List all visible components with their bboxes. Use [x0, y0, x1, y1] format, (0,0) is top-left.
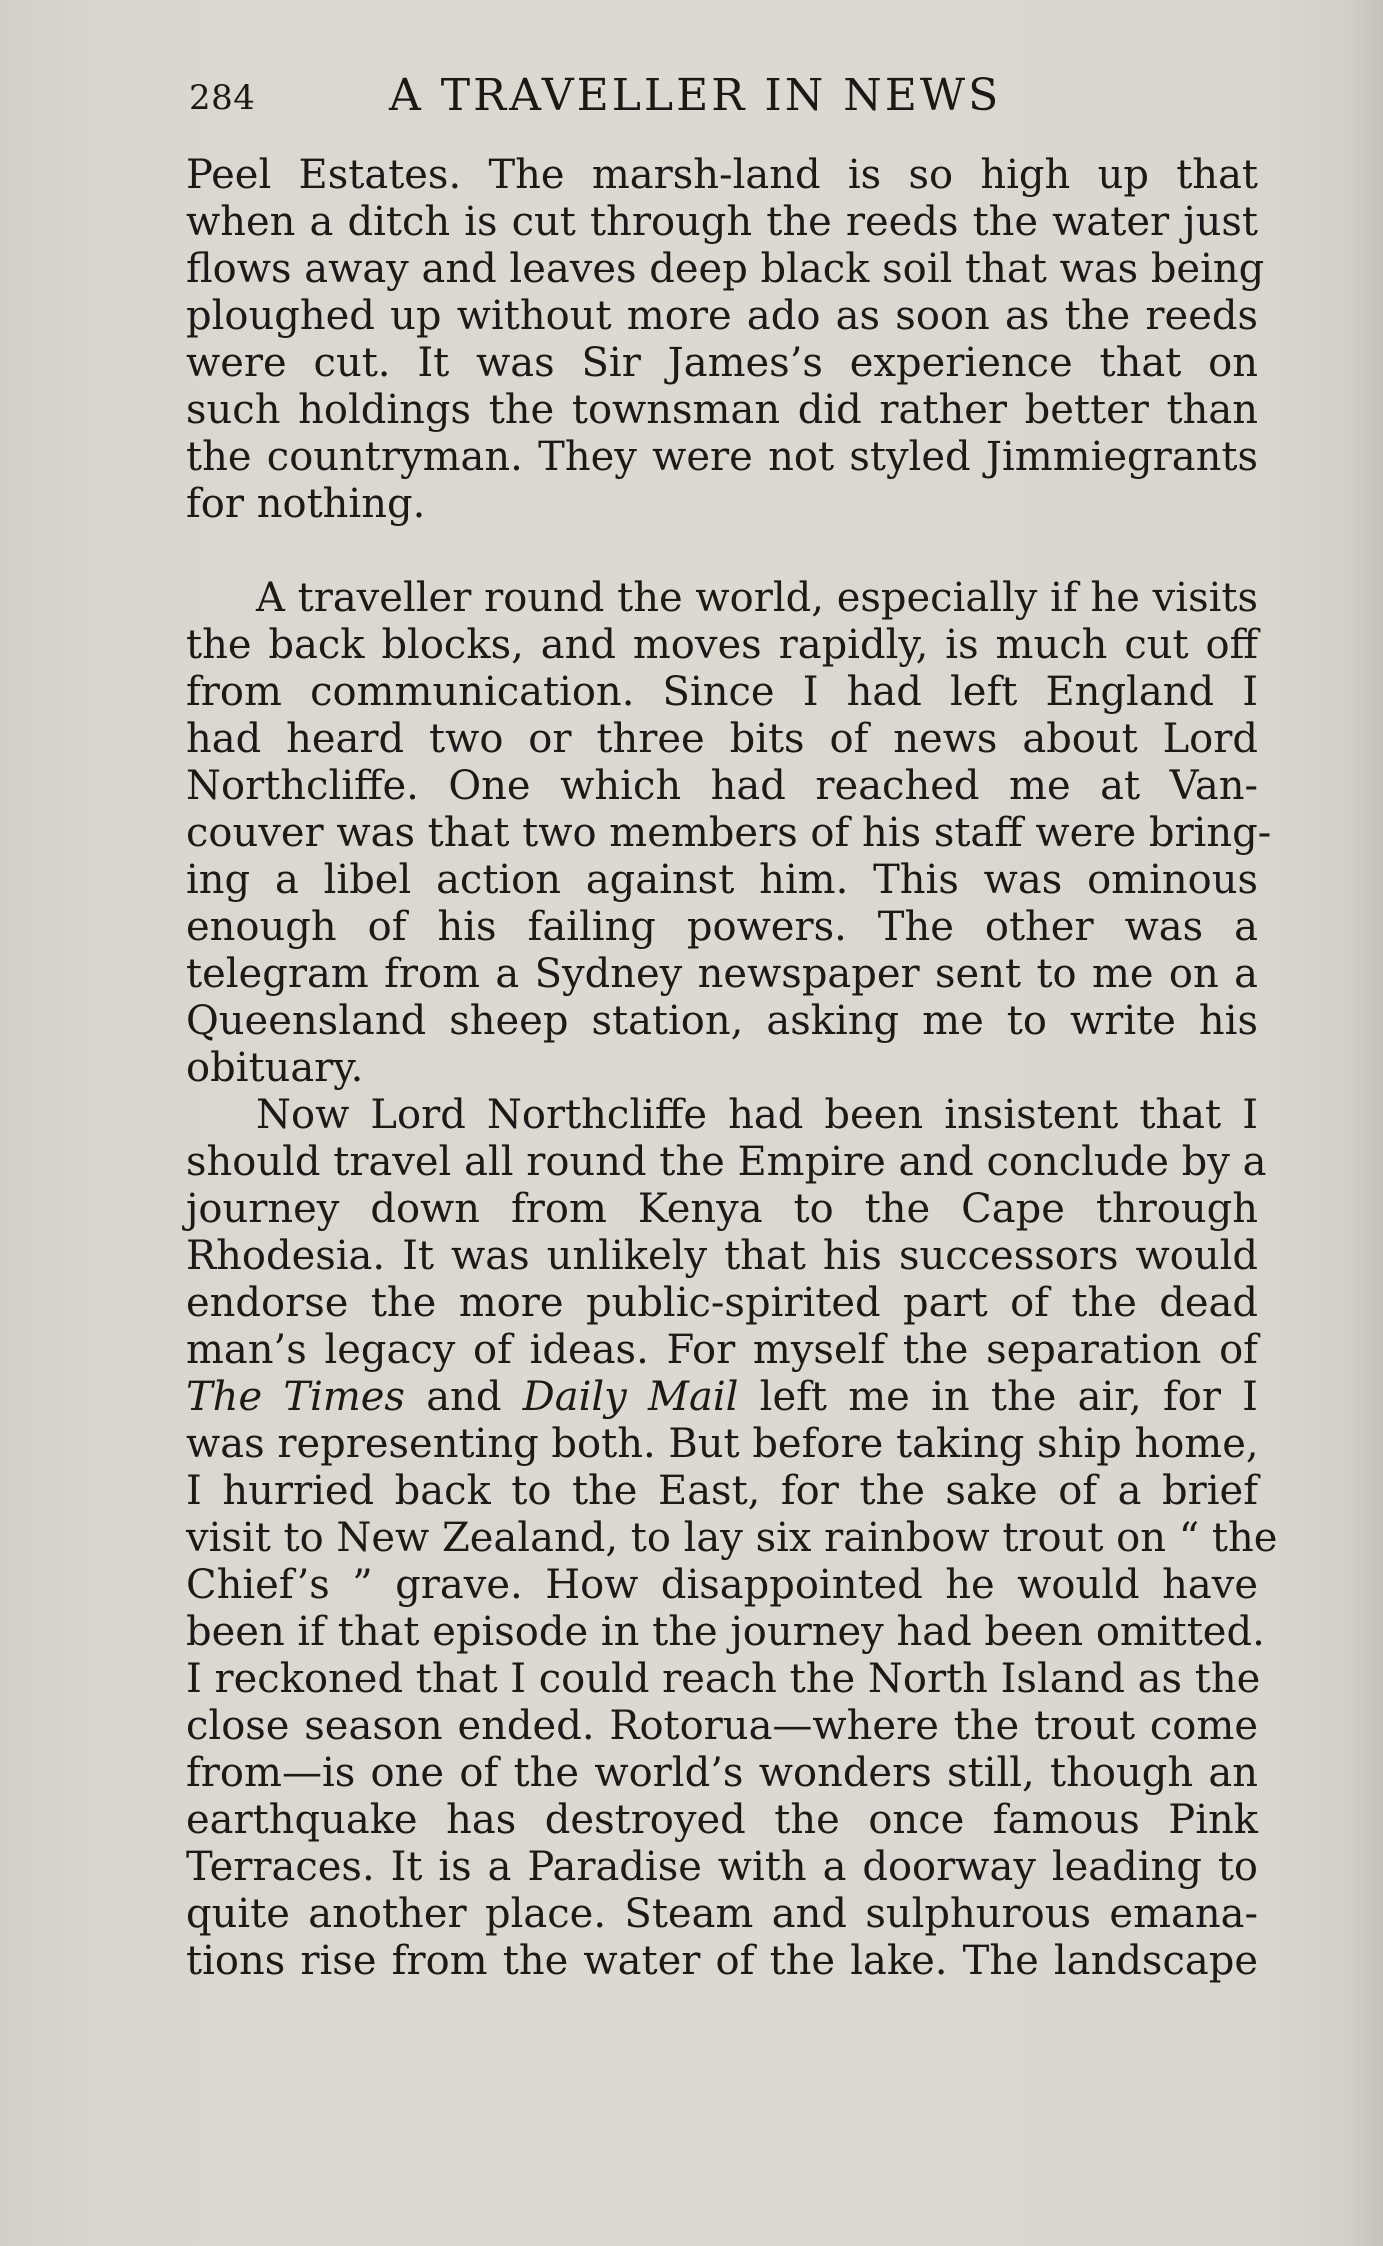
- text-line: the back blocks, and moves rapidly, is much cut off: [186, 622, 1258, 668]
- paragraph-2: [186, 575, 1272, 1092]
- text-line: journey down from Kenya to the Cape through: [186, 1186, 1258, 1232]
- text-line: I reckoned that I could reach the North Island as the: [186, 1656, 1261, 1702]
- paragraph-1: [186, 152, 1265, 528]
- italic-title-daily-mail: Daily Mail: [522, 1374, 739, 1420]
- text-line: close season ended. Rotorua—where the trout come: [186, 1703, 1258, 1749]
- body-text: [186, 152, 1278, 1985]
- italic-title-times: The Times: [186, 1374, 405, 1420]
- text-line: earthquake has destroyed the once famous Pink: [186, 1797, 1258, 1843]
- text-line: when a ditch is cut through the reeds the water just: [186, 199, 1258, 245]
- text-line: ing a libel action against him. This was ominous: [186, 857, 1258, 903]
- text-line: Chief’s ” grave. How disappointed he would have: [186, 1562, 1258, 1608]
- text-line: couver was that two members of his staff were bring-: [186, 810, 1272, 856]
- text-line: Northcliffe. One which had reached me at Van-: [186, 763, 1258, 809]
- text-line: endorse the more public-spirited part of the dead: [186, 1280, 1258, 1326]
- text-line: were cut. It was Sir James’s experience that on: [186, 340, 1258, 386]
- page-header: [189, 64, 1261, 124]
- text-line: the countryman. They were not styled Jimmiegrants: [186, 434, 1258, 480]
- text-line: was representing both. But before taking ship home,: [186, 1421, 1259, 1467]
- text-line: obituary.: [186, 1045, 364, 1091]
- text-line: telegram from a Sydney newspaper sent to me on a: [186, 951, 1258, 997]
- text-line: from—is one of the world’s wonders still, though an: [186, 1750, 1258, 1796]
- text-line: man’s legacy of ideas. For myself the separation of: [186, 1327, 1258, 1373]
- page-edge-shadow: [1343, 0, 1383, 2246]
- text-line: should travel all round the Empire and conclude by a: [186, 1139, 1267, 1185]
- text-line: enough of his failing powers. The other was a: [186, 904, 1258, 950]
- text-line: for nothing.: [186, 481, 426, 527]
- page-number: 284: [189, 78, 256, 118]
- text-line: flows away and leaves deep black soil that was being: [186, 246, 1265, 292]
- running-title: A TRAVELLER IN NEWS: [389, 70, 1002, 121]
- text-line: Queensland sheep station, asking me to write his: [186, 998, 1258, 1044]
- text-line: from communication. Since I had left England I: [186, 669, 1258, 715]
- text-line: Peel Estates. The marsh-land is so high up that: [186, 152, 1258, 198]
- text-line: visit to New Zealand, to lay six rainbow trout on “ the: [186, 1515, 1278, 1561]
- paragraph-3: [186, 1092, 1278, 1985]
- text-line: Rhodesia. It was unlikely that his successors would: [186, 1233, 1258, 1279]
- text-line: quite another place. Steam and sulphurous emana-: [186, 1891, 1258, 1937]
- text-line: Terraces. It is a Paradise with a doorway leading to: [186, 1844, 1258, 1890]
- text-line: been if that episode in the journey had been omitted.: [186, 1609, 1265, 1655]
- text-line: Now Lord Northcliffe had been insistent that I: [256, 1092, 1258, 1138]
- text-fragment: and: [404, 1374, 523, 1420]
- text-line: I hurried back to the East, for the sake of a brief: [186, 1468, 1258, 1514]
- text-line: A traveller round the world, especially if he visits: [256, 575, 1258, 621]
- text-line: such holdings the townsman did rather better than: [186, 387, 1258, 433]
- text-line-italic-titles: [186, 1374, 1258, 1421]
- text-line: tions rise from the water of the lake. The landscape: [186, 1938, 1258, 1984]
- text-line: had heard two or three bits of news about Lord: [186, 716, 1258, 762]
- text-fragment: left me in the air, for I: [738, 1374, 1258, 1420]
- text-line: ploughed up without more ado as soon as the reeds: [186, 293, 1258, 339]
